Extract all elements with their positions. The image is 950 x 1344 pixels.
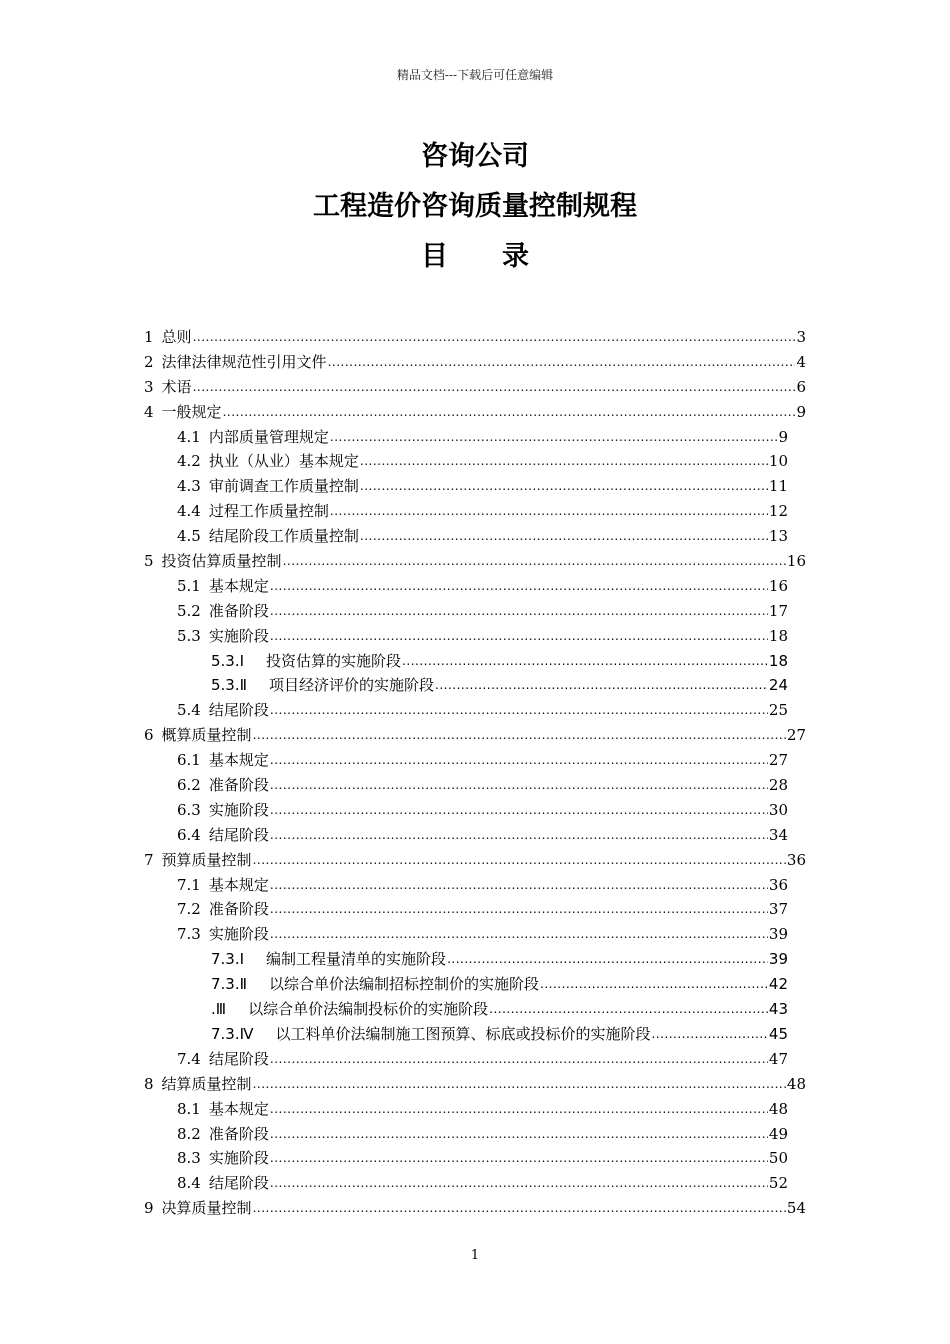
toc-entry-number: 7.3.Ⅱ bbox=[211, 975, 248, 994]
toc-entry-number: 8.1 bbox=[177, 1099, 201, 1118]
toc-heading-char-2: 录 bbox=[502, 241, 529, 272]
toc-leader-dots bbox=[253, 848, 786, 873]
toc-entry-label: 基本规定 bbox=[208, 1099, 269, 1118]
toc-entry-number: 8.4 bbox=[177, 1174, 201, 1193]
toc-entry-label: 结算质量控制 bbox=[161, 1074, 252, 1093]
toc-leader-dots bbox=[270, 873, 768, 898]
toc-entry-page: 39 bbox=[768, 925, 788, 944]
toc-entry-label: 投资估算的实施阶段 bbox=[266, 651, 402, 670]
toc-entry-number: 3 bbox=[144, 377, 154, 396]
toc-entry-number: 5.2 bbox=[177, 601, 201, 620]
toc-entry-page: 54 bbox=[786, 1199, 806, 1218]
toc-entry-label: 概算质量控制 bbox=[161, 726, 252, 745]
toc-entry-label: 以综合单价法编制投标价的实施阶段 bbox=[248, 1000, 489, 1019]
toc-entry-page: 18 bbox=[768, 651, 788, 670]
toc-entry[interactable] bbox=[144, 350, 806, 375]
toc-leader-dots bbox=[270, 922, 768, 947]
toc-entry-label: 实施阶段 bbox=[208, 626, 269, 645]
toc-entry-page: 25 bbox=[768, 701, 788, 720]
toc-entry-label: 投资估算质量控制 bbox=[161, 552, 282, 571]
toc-entry-number: 6 bbox=[144, 726, 154, 745]
toc-entry-label: 准备阶段 bbox=[208, 1124, 269, 1143]
toc-entry-label: 总则 bbox=[161, 328, 192, 346]
toc-leader-dots bbox=[328, 350, 796, 375]
toc-entry-number: 7 bbox=[144, 850, 154, 869]
toc-entry[interactable] bbox=[144, 549, 806, 574]
toc-entry-number: 7.3.Ⅰ bbox=[211, 950, 245, 969]
toc-heading-char-1: 目 bbox=[421, 241, 448, 272]
company-title: 咨询公司 bbox=[421, 141, 529, 172]
toc-entry-number: 4.3 bbox=[177, 477, 201, 496]
toc-entry-page: 27 bbox=[786, 726, 806, 745]
toc-entry-label: 实施阶段 bbox=[208, 1149, 269, 1168]
toc-entry-page: 43 bbox=[768, 1000, 788, 1019]
toc-entry-page: 39 bbox=[768, 950, 788, 969]
toc-entry-page: 10 bbox=[768, 452, 788, 471]
toc-entry[interactable] bbox=[144, 947, 806, 972]
toc-leader-dots bbox=[360, 449, 768, 474]
toc-leader-dots bbox=[270, 773, 768, 798]
toc-leader-dots bbox=[402, 649, 768, 674]
toc-entry-label: 基本规定 bbox=[208, 576, 269, 595]
toc-entry-page: 9 bbox=[778, 427, 788, 446]
toc-entry-page: 6 bbox=[796, 377, 806, 396]
toc-leader-dots bbox=[330, 425, 778, 450]
toc-entry-label: 准备阶段 bbox=[208, 601, 269, 620]
toc-entry-number: 8.3 bbox=[177, 1149, 201, 1168]
toc-entry-number: 6.4 bbox=[177, 825, 201, 844]
toc-entry-number: 7.3 bbox=[177, 925, 201, 944]
toc-entry[interactable] bbox=[144, 649, 806, 674]
toc-entry-label: 结尾阶段 bbox=[208, 825, 269, 844]
toc-entry-number: 6.2 bbox=[177, 776, 201, 795]
toc-entry-label: 过程工作质量控制 bbox=[208, 502, 329, 521]
toc-leader-dots bbox=[270, 1097, 768, 1122]
toc-entry-number: .Ⅲ bbox=[211, 1000, 227, 1019]
toc-entry-label: 内部质量管理规定 bbox=[208, 427, 329, 446]
toc-entry[interactable] bbox=[144, 1022, 806, 1047]
toc-entry-number: 7.4 bbox=[177, 1049, 201, 1068]
toc-entry-label: 基本规定 bbox=[208, 751, 269, 770]
toc-leader-dots bbox=[283, 549, 786, 574]
toc-leader-dots bbox=[360, 474, 768, 499]
toc-entry-label: 以工料单价法编制施工图预算、标底或投标价的实施阶段 bbox=[275, 1024, 651, 1043]
toc-entry-number: 5.3.Ⅰ bbox=[211, 651, 245, 670]
toc-entry-label: 准备阶段 bbox=[208, 900, 269, 919]
toc-entry[interactable] bbox=[144, 1171, 806, 1196]
toc-entry-number: 8 bbox=[144, 1074, 154, 1093]
toc-entry-label: 实施阶段 bbox=[208, 925, 269, 944]
toc-leader-dots bbox=[270, 748, 768, 773]
toc-leader-dots bbox=[270, 1122, 768, 1147]
toc-entry-number: 1 bbox=[144, 328, 154, 346]
toc-leader-dots bbox=[270, 698, 768, 723]
toc-leader-dots bbox=[193, 325, 796, 350]
toc-entry[interactable] bbox=[144, 425, 806, 450]
toc-leader-dots bbox=[489, 997, 768, 1022]
toc-entry-number: 5.3.Ⅱ bbox=[211, 676, 248, 695]
toc-entry-number: 6.3 bbox=[177, 800, 201, 819]
toc-entry[interactable] bbox=[144, 823, 806, 848]
toc-entry[interactable] bbox=[144, 698, 806, 723]
toc-entry[interactable] bbox=[144, 325, 806, 350]
toc-heading bbox=[0, 234, 950, 273]
toc-entry-label: 术语 bbox=[161, 377, 192, 396]
toc-entry-number: 4 bbox=[144, 402, 154, 421]
toc-entry-page: 16 bbox=[786, 552, 806, 571]
toc-leader-dots bbox=[651, 1022, 767, 1047]
toc-entry-number: 9 bbox=[144, 1199, 154, 1218]
toc-entry-page: 17 bbox=[768, 601, 788, 620]
page-header: 精品文档---下载后可任意编辑 bbox=[396, 68, 554, 82]
toc-entry-label: 预算质量控制 bbox=[161, 850, 252, 869]
toc-leader-dots bbox=[253, 723, 786, 748]
toc-entry-number: 4.2 bbox=[177, 452, 201, 471]
toc-entry-page: 12 bbox=[768, 502, 788, 521]
toc-entry-number: 5 bbox=[144, 552, 154, 571]
toc-entry-page: 47 bbox=[768, 1049, 788, 1068]
toc-entry-label: 执业（从业）基本规定 bbox=[208, 452, 359, 471]
toc-leader-dots bbox=[253, 1196, 786, 1221]
toc-entry[interactable] bbox=[144, 1122, 806, 1147]
toc-entry[interactable] bbox=[144, 574, 806, 599]
toc-entry[interactable] bbox=[144, 1047, 806, 1072]
toc-entry-page: 24 bbox=[768, 676, 788, 695]
toc-entry-label: 结尾阶段工作质量控制 bbox=[208, 527, 359, 546]
toc-entry[interactable] bbox=[144, 922, 806, 947]
toc-entry-number: 4.5 bbox=[177, 527, 201, 546]
toc-entry-label: 编制工程量清单的实施阶段 bbox=[266, 950, 447, 969]
toc-entry-number: 6.1 bbox=[177, 751, 201, 770]
toc-entry[interactable] bbox=[144, 798, 806, 823]
toc-leader-dots bbox=[270, 1146, 768, 1171]
toc-entry-page: 52 bbox=[768, 1174, 788, 1193]
toc-entry-number: 4.4 bbox=[177, 502, 201, 521]
toc-entry[interactable] bbox=[144, 499, 806, 524]
toc-entry-label: 项目经济评价的实施阶段 bbox=[269, 676, 435, 695]
toc-entry-label: 法律法律规范性引用文件 bbox=[161, 352, 327, 371]
toc-entry[interactable] bbox=[144, 873, 806, 898]
toc-entry-label: 审前调查工作质量控制 bbox=[208, 477, 359, 496]
toc-entry-page: 50 bbox=[768, 1149, 788, 1168]
table-of-contents bbox=[144, 325, 806, 1221]
toc-entry[interactable] bbox=[144, 1146, 806, 1171]
toc-entry[interactable] bbox=[144, 449, 806, 474]
toc-leader-dots bbox=[270, 574, 768, 599]
toc-leader-dots bbox=[330, 499, 768, 524]
toc-entry-page: 16 bbox=[768, 576, 788, 595]
toc-entry-label: 准备阶段 bbox=[208, 776, 269, 795]
toc-entry-page: 27 bbox=[768, 751, 788, 770]
toc-entry-page: 48 bbox=[786, 1074, 806, 1093]
toc-entry[interactable] bbox=[144, 997, 806, 1022]
toc-entry[interactable] bbox=[144, 773, 806, 798]
toc-entry-page: 36 bbox=[768, 875, 788, 894]
toc-leader-dots bbox=[270, 624, 768, 649]
toc-entry-page: 42 bbox=[768, 975, 788, 994]
toc-leader-dots bbox=[270, 823, 768, 848]
toc-leader-dots bbox=[435, 673, 768, 698]
toc-entry-number: 7.3.Ⅳ bbox=[211, 1024, 254, 1043]
toc-leader-dots bbox=[270, 798, 768, 823]
document-title: 工程造价咨询质量控制规程 bbox=[313, 191, 637, 222]
toc-entry-number: 4.1 bbox=[177, 427, 201, 446]
toc-entry[interactable] bbox=[144, 673, 806, 698]
toc-entry-label: 基本规定 bbox=[208, 875, 269, 894]
toc-entry[interactable] bbox=[144, 1196, 806, 1221]
toc-entry[interactable] bbox=[144, 972, 806, 997]
toc-entry-number: 7.2 bbox=[177, 900, 201, 919]
toc-entry[interactable] bbox=[144, 723, 806, 748]
toc-leader-dots bbox=[193, 375, 796, 400]
toc-entry[interactable] bbox=[144, 748, 806, 773]
toc-entry[interactable] bbox=[144, 474, 806, 499]
page-number: 1 bbox=[470, 1248, 480, 1263]
toc-entry-page: 34 bbox=[768, 825, 788, 844]
toc-leader-dots bbox=[270, 897, 768, 922]
toc-entry-page: 4 bbox=[796, 352, 806, 371]
toc-entry-page: 36 bbox=[786, 850, 806, 869]
toc-entry-number: 5.1 bbox=[177, 576, 201, 595]
toc-entry[interactable] bbox=[144, 1072, 806, 1097]
toc-entry-label: 以综合单价法编制招标控制价的实施阶段 bbox=[269, 975, 540, 994]
toc-leader-dots bbox=[253, 1072, 786, 1097]
toc-entry-page: 45 bbox=[768, 1024, 788, 1043]
toc-entry[interactable] bbox=[144, 599, 806, 624]
toc-entry-label: 一般规定 bbox=[161, 402, 222, 421]
toc-entry-page: 11 bbox=[768, 477, 788, 496]
toc-leader-dots bbox=[360, 524, 768, 549]
toc-entry-page: 48 bbox=[768, 1099, 788, 1118]
toc-entry-label: 实施阶段 bbox=[208, 800, 269, 819]
toc-entry[interactable] bbox=[144, 897, 806, 922]
toc-entry[interactable] bbox=[144, 1097, 806, 1122]
toc-entry-number: 5.4 bbox=[177, 701, 201, 720]
toc-entry-number: 8.2 bbox=[177, 1124, 201, 1143]
toc-leader-dots bbox=[270, 599, 768, 624]
toc-entry-label: 决算质量控制 bbox=[161, 1199, 252, 1218]
toc-entry-page: 9 bbox=[796, 402, 806, 421]
toc-entry-number: 2 bbox=[144, 352, 154, 371]
toc-entry-label: 结尾阶段 bbox=[208, 1174, 269, 1193]
toc-entry-page: 37 bbox=[768, 900, 788, 919]
toc-entry-page: 28 bbox=[768, 776, 788, 795]
toc-entry[interactable] bbox=[144, 848, 806, 873]
toc-leader-dots bbox=[270, 1047, 768, 1072]
toc-entry[interactable] bbox=[144, 524, 806, 549]
toc-leader-dots bbox=[540, 972, 768, 997]
toc-entry-page: 30 bbox=[768, 800, 788, 819]
toc-entry-number: 5.3 bbox=[177, 626, 201, 645]
toc-entry-page: 3 bbox=[796, 328, 806, 346]
toc-entry[interactable] bbox=[144, 400, 806, 425]
toc-entry[interactable] bbox=[144, 375, 806, 400]
toc-leader-dots bbox=[223, 400, 796, 425]
toc-entry-label: 结尾阶段 bbox=[208, 701, 269, 720]
toc-entry-page: 18 bbox=[768, 626, 788, 645]
toc-entry-page: 49 bbox=[768, 1124, 788, 1143]
toc-leader-dots bbox=[447, 947, 768, 972]
toc-entry-number: 7.1 bbox=[177, 875, 201, 894]
toc-entry-page: 13 bbox=[768, 527, 788, 546]
toc-entry[interactable] bbox=[144, 624, 806, 649]
toc-entry-label: 结尾阶段 bbox=[208, 1049, 269, 1068]
toc-leader-dots bbox=[270, 1171, 768, 1196]
